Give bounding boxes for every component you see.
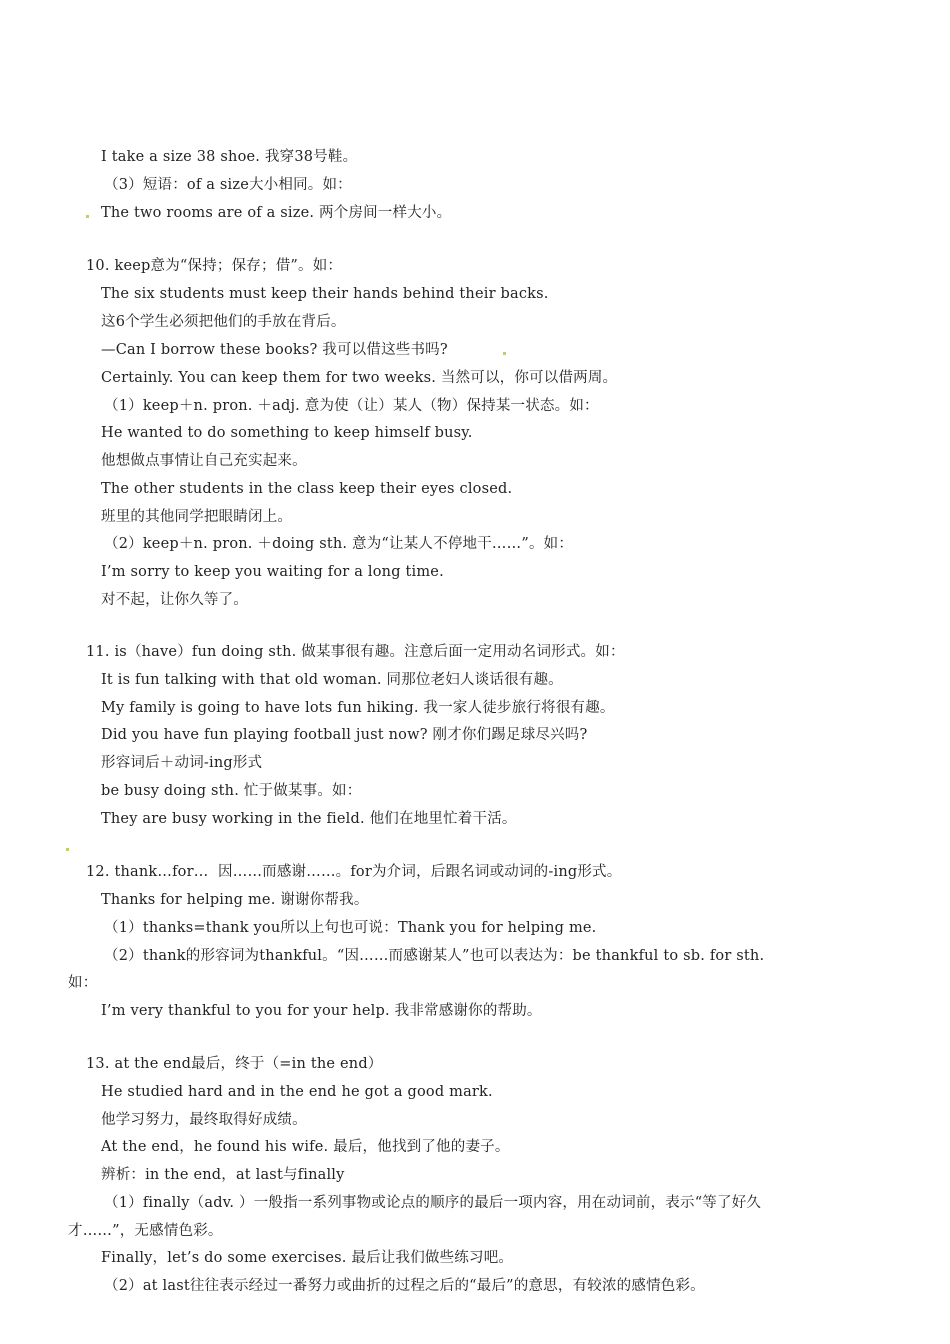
example-line: I’m sorry to keep you waiting for a long time. <box>101 564 444 580</box>
translation-line: 他学习努力，最终取得好成绩。 <box>101 1112 307 1128</box>
example-line: Thanks for helping me. 谢谢你帮我。 <box>101 892 369 908</box>
translation-line: 对不起，让你久等了。 <box>101 592 248 608</box>
section-heading-10: 10. keep意为“保持；保存；借”。如： <box>86 258 343 274</box>
example-line: They are busy working in the field. 他们在地里忙着干活。 <box>101 811 517 827</box>
example-line: My family is going to have lots fun hiking. 我一家人徒步旅行将很有趣。 <box>101 700 615 716</box>
sub-point: （2）thank的形容词为thankful。“因……而感谢某人”也可以表达为：be thankful to sb. for sth. <box>104 948 765 964</box>
example-line: I take a size 38 shoe. 我穿38号鞋。 <box>101 149 358 165</box>
note-line: 形容词后＋动词-ing形式 <box>101 755 263 771</box>
wrapped-line: 才……”，无感情色彩。 <box>68 1223 223 1239</box>
sub-point: （1）keep＋n. pron. ＋adj. 意为使（让）某人（物）保持某一状态。如： <box>104 398 599 414</box>
example-line: The six students must keep their hands behind their backs. <box>101 286 549 302</box>
wrapped-line: 如： <box>68 975 98 991</box>
scan-speck <box>86 215 89 218</box>
sub-point: （2）at last往往表示经过一番努力或曲折的过程之后的“最后”的意思，有较浓的感情色彩。 <box>104 1278 705 1294</box>
example-line: He wanted to do something to keep himself busy. <box>101 425 473 441</box>
scan-speck <box>503 352 506 355</box>
example-line: The two rooms are of a size. 两个房间一样大小。 <box>101 205 452 221</box>
example-line: —Can I borrow these books? 我可以借这些书吗? <box>101 342 448 358</box>
sub-point: （3）短语：of a size大小相同。如： <box>104 177 352 193</box>
sub-point: （1）thanks=thank you所以上句也可说：Thank you for helping me. <box>104 920 597 936</box>
section-heading-12: 12. thank…for… 因……而感谢……。for为介词，后跟名词或动词的-ing形式。 <box>86 864 622 880</box>
example-line: Finally，let’s do some exercises. 最后让我们做些练习吧。 <box>101 1250 514 1266</box>
example-line: I’m very thankful to you for your help. 我非常感谢你的帮助。 <box>101 1003 542 1019</box>
example-line: be busy doing sth. 忙于做某事。如： <box>101 783 362 799</box>
section-heading-11: 11. is（have）fun doing sth. 做某事很有趣。注意后面一定用动名词形式。如： <box>86 644 625 660</box>
example-line: At the end，he found his wife. 最后，他找到了他的妻子。 <box>101 1139 510 1155</box>
translation-line: 班里的其他同学把眼睛闭上。 <box>101 509 293 525</box>
sub-point: （1）finally（adv. ）一般指一系列事物或论点的顺序的最后一项内容，用在动词前，表示“等了好久 <box>104 1195 762 1211</box>
note-line: 辨析：in the end，at last与finally <box>101 1167 345 1183</box>
section-heading-13: 13. at the end最后，终于（=in the end） <box>86 1056 383 1072</box>
translation-line: 他想做点事情让自己充实起来。 <box>101 453 307 469</box>
example-line: Did you have fun playing football just now? 刚才你们踢足球尽兴吗? <box>101 727 588 743</box>
example-line: The other students in the class keep their eyes closed. <box>101 481 513 497</box>
example-line: He studied hard and in the end he got a good mark. <box>101 1084 493 1100</box>
sub-point: （2）keep＋n. pron. ＋doing sth. 意为“让某人不停地干……”。如： <box>104 536 574 552</box>
scan-speck <box>66 848 69 851</box>
example-line: Certainly. You can keep them for two weeks. 当然可以，你可以借两周。 <box>101 370 618 386</box>
translation-line: 这6个学生必须把他们的手放在背后。 <box>101 314 346 330</box>
example-line: It is fun talking with that old woman. 同那位老妇人谈话很有趣。 <box>101 672 563 688</box>
